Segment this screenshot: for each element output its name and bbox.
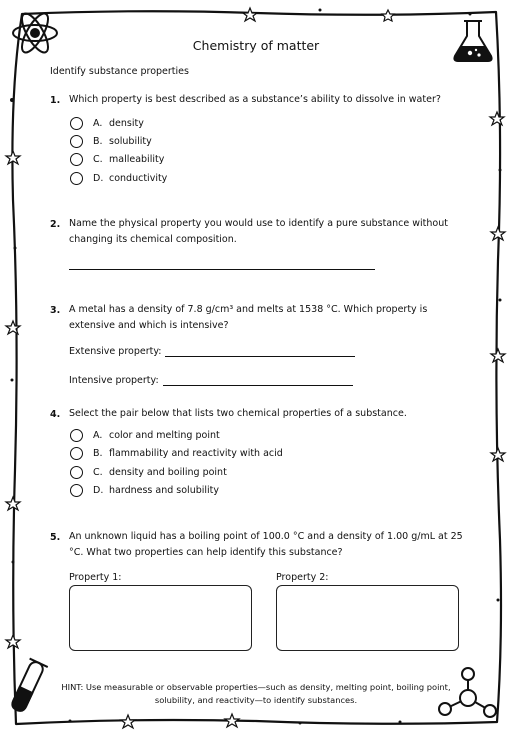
extensive-label: Extensive property: — [69, 346, 162, 357]
property-1-label: Property 1: — [69, 572, 122, 583]
q3-intensive-row — [69, 375, 353, 386]
q3-text: A metal has a density of 7.8 g/cm³ and melts at 1538 °C. Which property is extensive and which is intensive? — [69, 304, 428, 331]
q2-text: Name the physical property you would use to identify a pure substance without changing its chemical composition. — [69, 218, 448, 245]
q1-option-c[interactable]: C. malleability — [70, 153, 164, 166]
q4-number: 4. — [50, 409, 61, 420]
page-subtitle: Identify substance properties — [50, 66, 189, 77]
radio-button[interactable] — [70, 135, 83, 148]
q1-option-d[interactable]: D. conductivity — [70, 172, 167, 185]
q1-number: 1. — [50, 95, 61, 106]
intensive-label: Intensive property: — [69, 375, 159, 386]
hint-text: HINT: Use measurable or observable properties—such as density, melting point, boiling point, solubility, and reactivity—to identify substances. — [61, 682, 451, 705]
radio-button[interactable] — [70, 429, 83, 442]
q2-answer-line[interactable] — [69, 269, 375, 270]
q3-extensive-row — [69, 346, 355, 357]
extensive-answer-line[interactable] — [165, 346, 355, 357]
radio-button[interactable] — [70, 466, 83, 479]
q1-text: Which property is best described as a substance’s ability to dissolve in water? — [69, 94, 441, 105]
q4-option-c[interactable]: C. density and boiling point — [70, 466, 227, 479]
q1-option-a[interactable]: A. density — [70, 117, 144, 130]
radio-button[interactable] — [70, 153, 83, 166]
page-title: Chemistry of matter — [192, 38, 320, 53]
q4-option-b[interactable]: B. flammability and reactivity with acid — [70, 447, 283, 460]
q1-option-b[interactable]: B. solubility — [70, 135, 152, 148]
q5-text: An unknown liquid has a boiling point of 100.0 °C and a density of 1.00 g/mL at 25 °C. What two properties can help identify this substance? — [69, 531, 463, 558]
q4-option-d[interactable]: D. hardness and solubility — [70, 484, 219, 497]
q4-text: Select the pair below that lists two chemical properties of a substance. — [69, 408, 407, 419]
q2-number: 2. — [50, 219, 61, 230]
intensive-answer-line[interactable] — [163, 375, 353, 386]
property-2-box[interactable] — [276, 585, 459, 651]
property-2-label: Property 2: — [276, 572, 329, 583]
radio-button[interactable] — [70, 117, 83, 130]
radio-button[interactable] — [70, 484, 83, 497]
radio-button[interactable] — [70, 172, 83, 185]
q4-option-a[interactable]: A. color and melting point — [70, 429, 220, 442]
q5-number: 5. — [50, 532, 61, 543]
radio-button[interactable] — [70, 447, 83, 460]
q3-number: 3. — [50, 305, 61, 316]
property-1-box[interactable] — [69, 585, 252, 651]
